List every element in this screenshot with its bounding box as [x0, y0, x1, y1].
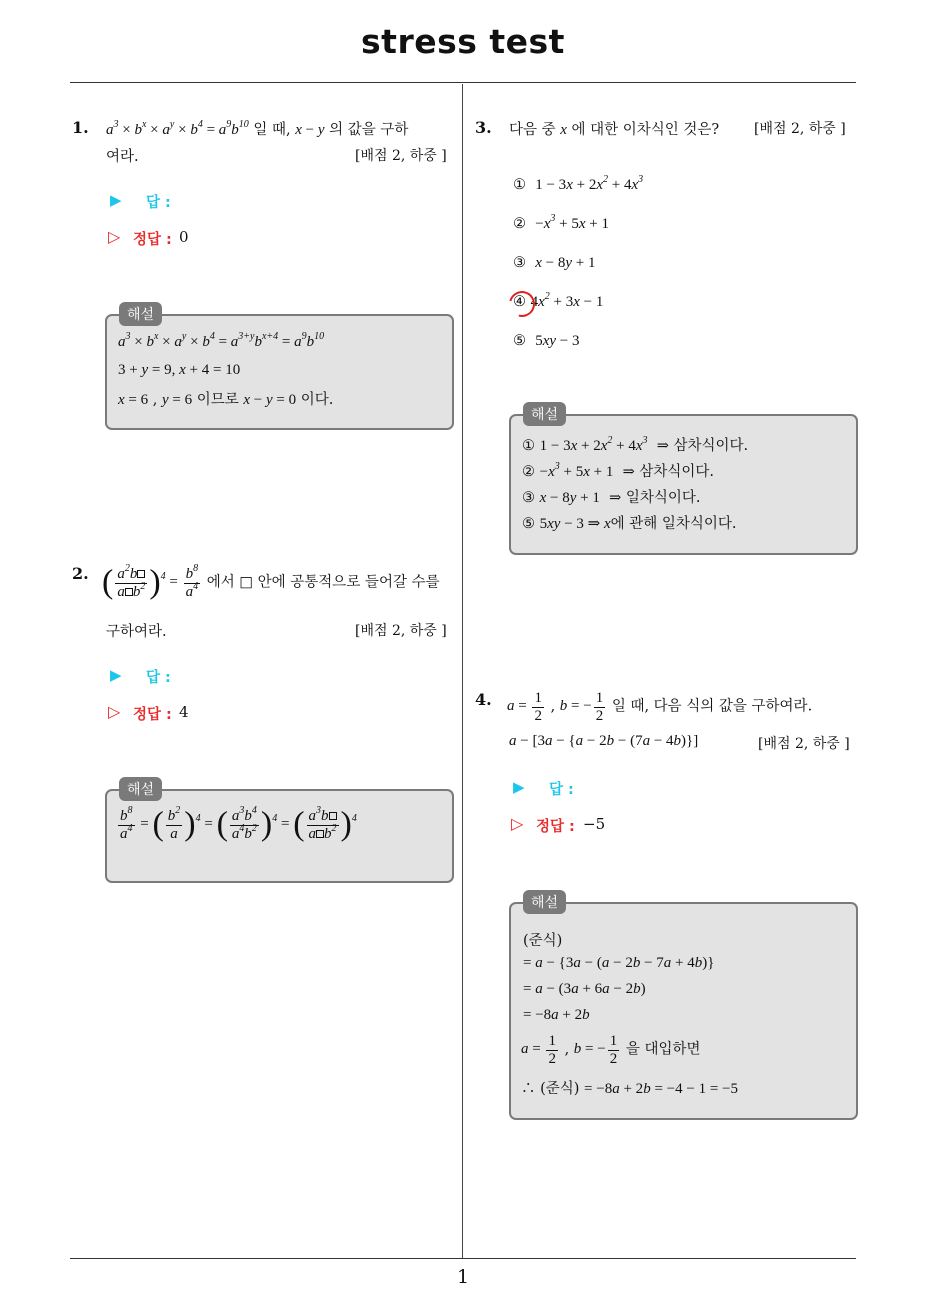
page-title: stress test: [361, 22, 565, 61]
explanation-line: ③ x − 8y + 1 ⇒ 일차식이다.: [522, 490, 701, 506]
correct-label: 정답 :: [133, 707, 172, 723]
explanation-line: ∴ (준식) = −8a + 2b = −4 − 1 = −5: [521, 1081, 738, 1097]
answer-arrow-icon: ▶: [513, 778, 525, 796]
explanation-line: 3 + y = 9, x + 4 = 10: [118, 362, 241, 378]
question-text-line2: 여라.: [106, 149, 139, 165]
question-number: 2.: [72, 564, 89, 583]
question-expression: a − [3a − {a − 2b − (7a − 4b)}]: [509, 733, 699, 749]
explanation-line: ① $1 - 3x + 2x^2 + 4x^3$ ⇒ 삼차식이다.: [522, 435, 749, 454]
correct-value: −5: [583, 815, 606, 833]
score-tag: [배점 2, 하중 ]: [355, 623, 447, 639]
question-text: 다음 중 x 에 대한 이차식인 것은?: [509, 122, 720, 138]
correct-value: 4: [179, 703, 189, 721]
answer-arrow-icon: ▶: [110, 191, 122, 209]
score-tag: [배점 2, 하중 ]: [754, 121, 846, 137]
explanation-tab: 해설: [119, 302, 162, 326]
explanation-line: = a − {3a − (a − 2b − 7a + 4b)}: [523, 955, 715, 971]
correct-arrow-icon: ▷: [511, 814, 524, 833]
explanation-line: a = $\frac{1}{2}$ , b = − $\frac{1}{2}$ 을 대입하면: [521, 1033, 701, 1067]
explanation-line: x = 6 , y = 6 이므로 x − y = 0 이다.: [118, 392, 334, 408]
correct-value: 0: [179, 228, 189, 246]
explanation-line: $a^3 \times b^x \times a^y \times b^4 = a^{3+y}b^{x+4} = a^9b^{10}$: [118, 331, 325, 350]
explanation-tab: 해설: [119, 777, 162, 801]
choice-4[interactable]: ④ $4x^2 + 3x - 1$: [513, 291, 604, 310]
score-tag: [배점 2, 하중 ]: [355, 148, 447, 164]
question-number: 3.: [475, 118, 492, 137]
correct-label: 정답 :: [133, 232, 172, 248]
choice-5[interactable]: ⑤ 5xy − 3: [513, 333, 580, 349]
explanation-line: $\frac{b^8}{a^4}$ = ( $\frac{b^2}{a}$ )$^4$ = ( $\frac{a^3b^4}{a^4b^2}$ )$^4$ = ( $\frac{a^3b}{a b^2}$ )$^4$: [120, 805, 357, 843]
question-text: a = $\frac{1}{2}$ , b = − $\frac{1}{2}$ 일 때, 다음 식의 값을 구하여라.: [507, 690, 813, 724]
question-number: 4.: [475, 690, 492, 709]
question-text: ( $\frac{a^2b}{a b^2}$ )$^4$ = $\frac{b^8}{a^4}$ 에서 □ 안에 공통적으로 들어갈 수를: [102, 563, 440, 601]
answer-label: 답 :: [146, 670, 171, 686]
question-text: $a^3 \times b^x \times a^y \times b^4 = a^9b^{10}$ 일 때, x − y 의 값을 구하: [106, 119, 409, 138]
explanation-line: ⑤ 5xy − 3 ⇒ x에 관해 일차식이다.: [522, 516, 737, 532]
choice-2[interactable]: ② $-x^3 + 5x + 1$: [513, 213, 609, 232]
choice-3[interactable]: ③ x − 8y + 1: [513, 255, 596, 271]
answer-label: 답 :: [549, 782, 574, 798]
explanation-line: = −8a + 2b: [523, 1007, 590, 1023]
correct-label: 정답 :: [536, 819, 575, 835]
explanation-line: ② $-x^3 + 5x + 1$ ⇒ 삼차식이다.: [522, 461, 714, 480]
explanation-tab: 해설: [523, 402, 566, 426]
question-number: 1.: [72, 118, 89, 137]
question-text-line2: 구하여라.: [106, 624, 167, 640]
footer-rule: [70, 1258, 856, 1259]
answer-arrow-icon: ▶: [110, 666, 122, 684]
explanation-line: = a − (3a + 6a − 2b): [523, 981, 646, 997]
column-divider: [462, 84, 463, 1258]
answer-label: 답 :: [146, 195, 171, 211]
header-rule: [70, 82, 856, 83]
selected-answer-circle-icon: [504, 286, 540, 322]
page-number: 1: [456, 1266, 470, 1288]
correct-arrow-icon: ▷: [108, 702, 121, 721]
explanation-tab: 해설: [523, 890, 566, 914]
choice-1[interactable]: ① $1 - 3x + 2x^2 + 4x^3$: [513, 174, 644, 193]
score-tag: [배점 2, 하중 ]: [758, 736, 850, 752]
explanation-line: (준식): [523, 933, 563, 949]
correct-arrow-icon: ▷: [108, 227, 121, 246]
